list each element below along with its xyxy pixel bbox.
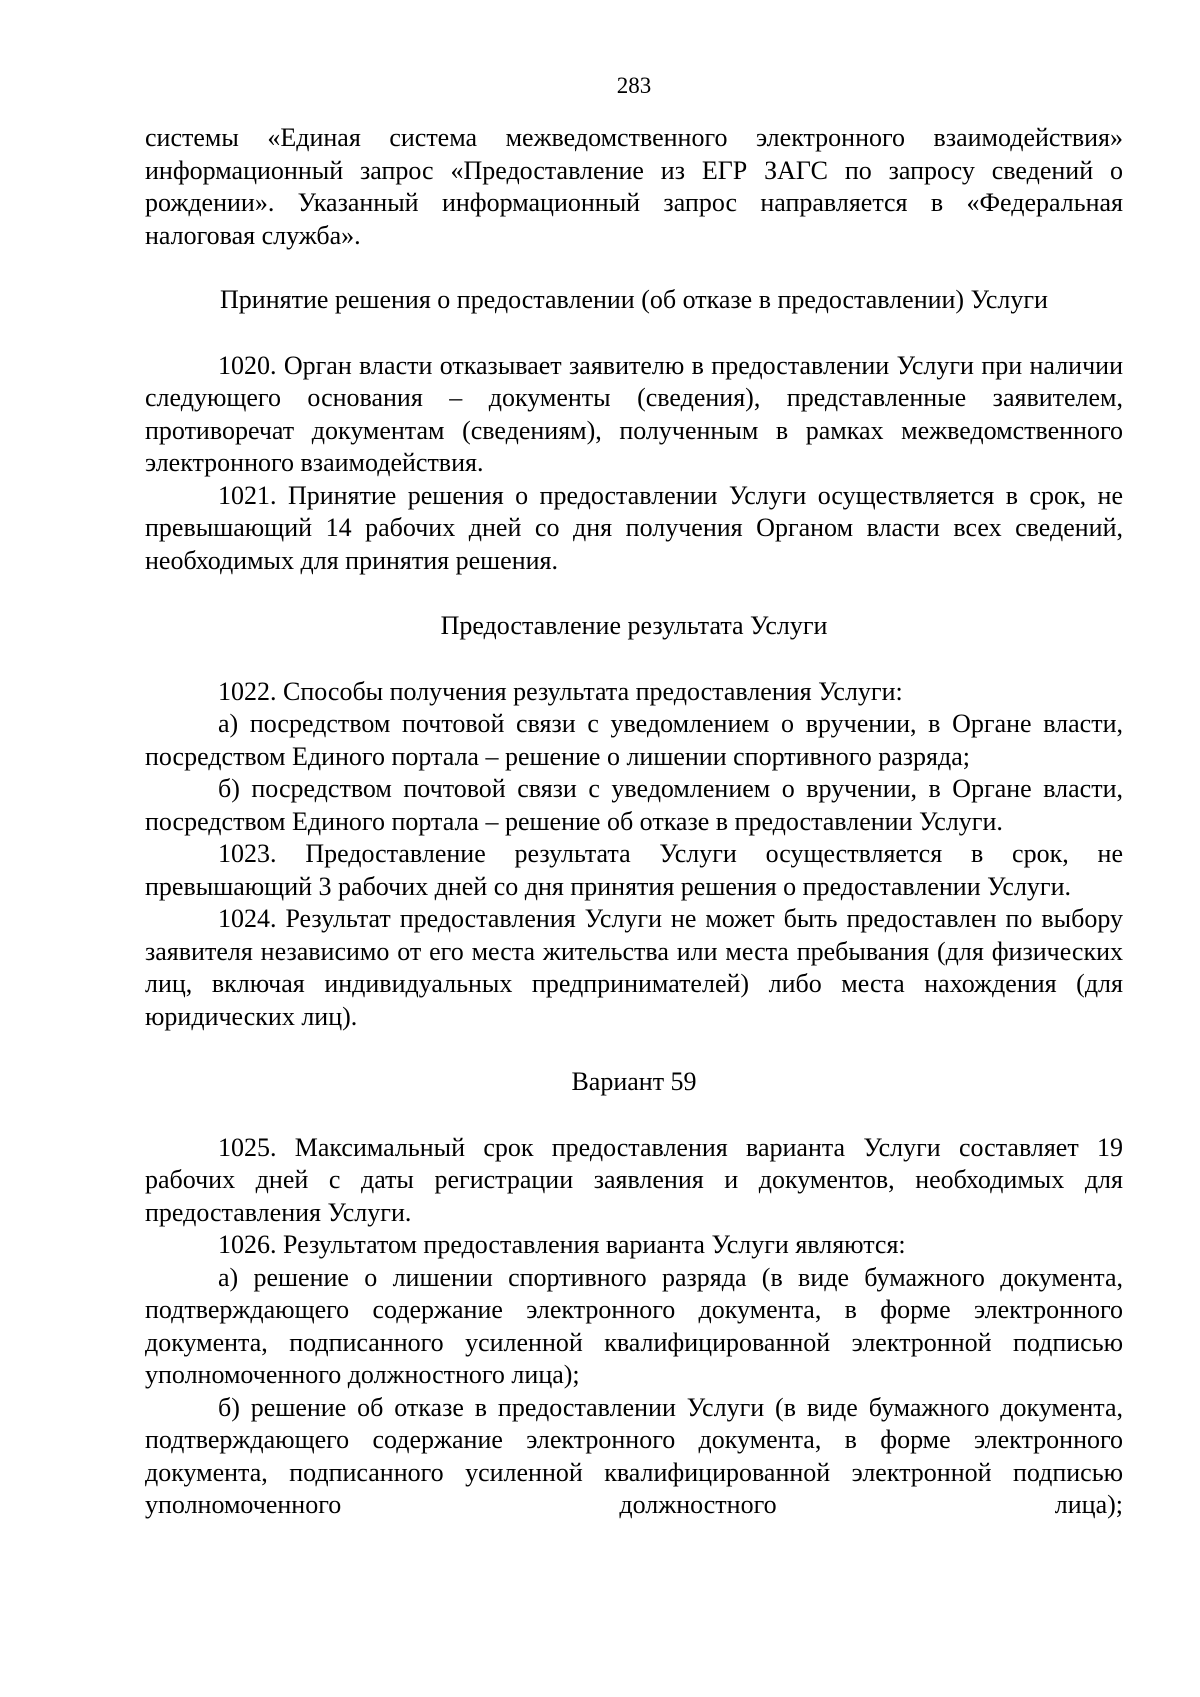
intro-paragraph: системы «Единая система межведомственного электронного взаимодействия» информационный запрос «Предоставление из ЕГР ЗАГС по запросу сведений о рождении». Указанный информационный запрос направляется в «Федеральная налоговая служба». <box>145 123 1123 250</box>
paragraph-1022-a: а) посредством почтовой связи с уведомлением о вручении, в Органе власти, посредством Единого портала – решение о лишении спортивного разряда; <box>145 709 1123 771</box>
section-title-result: Предоставление результата Услуги <box>440 611 828 640</box>
paragraph-1024: 1024. Результат предоставления Услуги не может быть предоставлен по выбору заявителя независимо от его места жительства или места пребывания (для физических лиц, включая индивидуальных предпринимателей) либо места нахождения (для юридических лиц). <box>145 904 1123 1031</box>
page-number: 283 <box>616 73 652 98</box>
paragraph-1023: 1023. Предоставление результата Услуги осуществляется в срок, не превышающий 3 рабочих дней со дня принятия решения о предоставлении Услуги. <box>145 839 1123 901</box>
paragraph-1022-b: б) посредством почтовой связи с уведомлением о вручении, в Органе власти, посредством Единого портала – решение об отказе в предоставлении Услуги. <box>145 774 1123 836</box>
section-title-decision: Принятие решения о предоставлении (об отказе в предоставлении) Услуги <box>220 285 1048 314</box>
paragraph-1022: 1022. Способы получения результата предоставления Услуги: <box>218 676 903 706</box>
paragraph-1026: 1026. Результатом предоставления варианта Услуги являются: <box>218 1230 906 1259</box>
page-content <box>145 122 1123 1522</box>
paragraph-1025: 1025. Максимальный срок предоставления варианта Услуги составляет 19 рабочих дней с даты регистрации заявления и документов, необходимых для предоставления Услуги. <box>145 1132 1123 1227</box>
paragraph-1021: 1021. Принятие решения о предоставлении Услуги осуществляется в срок, не превышающий 14 рабочих дней со дня получения Органом власти всех сведений, необходимых для принятия решения. <box>145 480 1123 575</box>
section-title-variant: Вариант 59 <box>571 1067 697 1096</box>
paragraph-1026-a: а) решение о лишении спортивного разряда (в виде бумажного документа, подтверждающего содержание электронного документа, в форме электронного документа, подписанного усиленной квалифицированной электронной подписью уполномоченного должностного лица); <box>145 1262 1123 1389</box>
paragraph-1020: 1020. Орган власти отказывает заявителю в предоставлении Услуги при наличии следующего основания – документы (сведения), представленные заявителем, противоречат документам (сведениям), полученным в рамках межведомственного электронного взаимодействия. <box>145 350 1123 477</box>
paragraph-1026-b: б) решение об отказе в предоставлении Услуги (в виде бумажного документа, подтверждающего содержание электронного документа, в форме электронного документа, подписанного усиленной квалифицированной электронной подписью уполномоченного должностного лица); <box>145 1392 1123 1519</box>
